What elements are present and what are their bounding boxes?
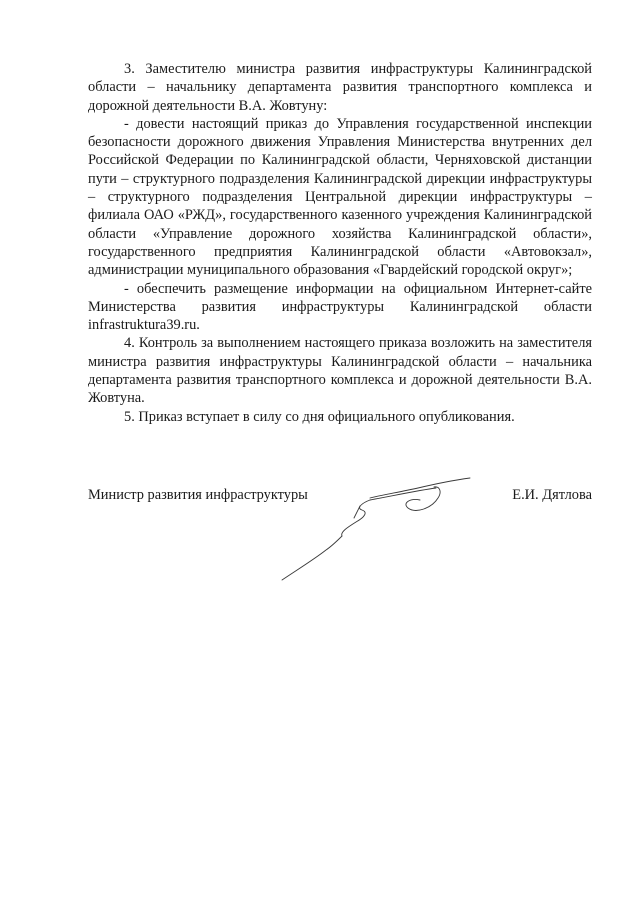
document-body [88,60,592,426]
paragraph-bullet-publish: - обеспечить размещение информации на официальном Интернет-сайте Министерства развития инфраструктуры Калининградской области infrastruktura39.ru. [88,280,592,334]
signer-name: Е.И. Дятлова [512,487,592,503]
paragraph-item-4: 4. Контроль за выполнением настоящего приказа возложить на заместителя министра развития инфраструктуры Калининградской области – начальника департамента развития транспортного комплекса и дорожной деятельности В.А. Жовтуна. [88,335,592,407]
signer-title: Министр развития инфраструктуры [88,487,308,503]
signature-row [88,486,592,506]
paragraph-item-5: 5. Приказ вступает в силу со дня официального опубликования. [124,408,515,425]
paragraph-bullet-notify: - довести настоящий приказ до Управления государственной инспекции безопасности дорожного движения Управления Министерства внутренних дел Российской Федерации по Калининградской области, Черняховской дистанции пути – структурного подразделения Калининградской дирекции инфраструктуры – структурного подразделения Центральной дирекции инфраструктуры – филиала ОАО «РЖД», государственного казенного учреждения Калининградской области «Управление дорожного хозяйства Калининградской области», государственного предприятия Калининградской области «Автовокзал», администрации муниципального образования «Гвардейский городской округ»; [88,115,592,279]
paragraph-item-3: 3. Заместителю министра развития инфраструктуры Калининградской области – начальнику департамента развития транспортного комплекса и дорожной деятельности В.А. Жовтуну: [88,61,592,114]
